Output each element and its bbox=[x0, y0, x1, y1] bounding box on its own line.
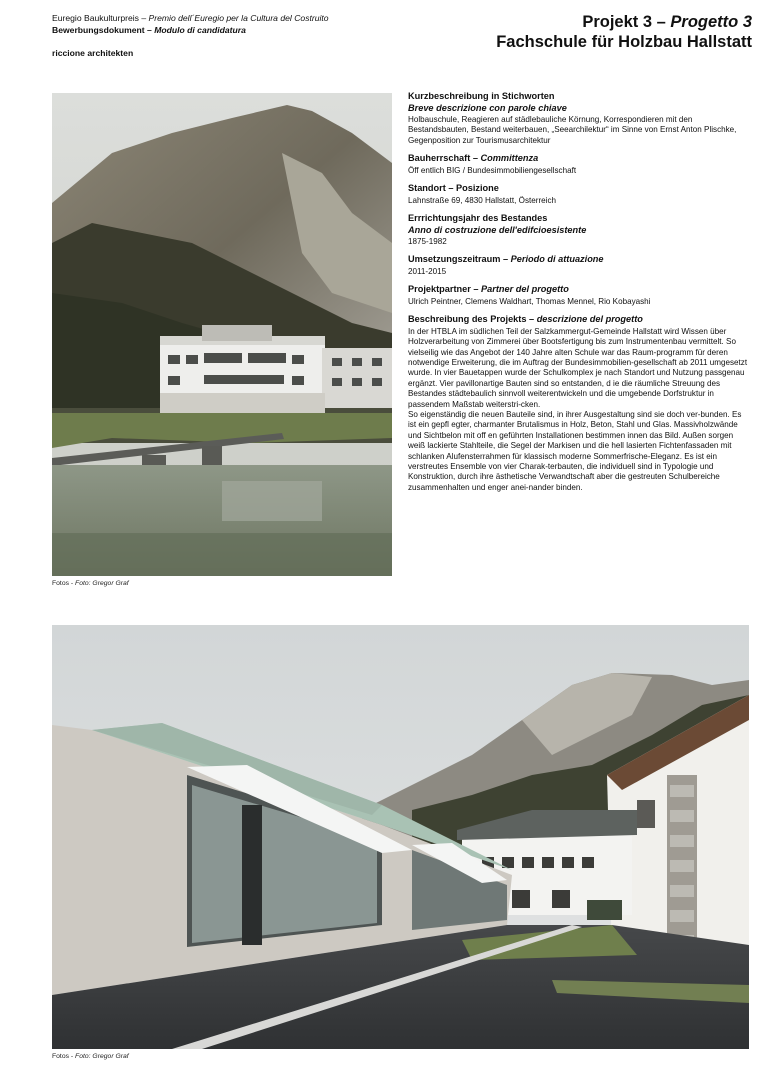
section-title: Umsetzungszeitraum – Periodo di attuazione bbox=[408, 254, 604, 265]
section-body: Lahnstraße 69, 4830 Hallstatt, Österreich bbox=[408, 195, 557, 205]
section-body: 2011-2015 bbox=[408, 266, 447, 276]
photo-school-lake-image bbox=[52, 93, 392, 576]
document-type-it: Modulo di candidatura bbox=[154, 24, 246, 35]
section-errichtungsjahr bbox=[408, 213, 748, 247]
section-projektpartner bbox=[408, 284, 748, 307]
section-body: Öff entlich BIG / Bundesimmobiliengesellschaft bbox=[408, 165, 577, 175]
photo-school-lake bbox=[52, 93, 392, 576]
section-subtitle: Anno di costruzione dell'edifcioesistente bbox=[408, 224, 587, 235]
section-bauherrschaft bbox=[408, 153, 748, 176]
section-title: Standort – Posizione bbox=[408, 183, 499, 194]
header-right bbox=[496, 12, 752, 52]
section-beschreibung bbox=[408, 314, 748, 493]
section-title: Errrichtungsjahr des Bestandes bbox=[408, 213, 548, 224]
competition-line: Euregio Baukulturpreis – Premio dell´Euregio per la Cultura del Costruito bbox=[52, 13, 329, 23]
document-type-de: Bewerbungsdokument bbox=[52, 24, 145, 35]
description-paragraph: So eigenständig die neuen Bauteile sind, in ihrer Ausgestaltung sind sie doch ver-bunden. Es ist ein gepfl egter, charmanter Brutalismus in Holz, Beton, Stahl und Glas. Massivholzwände und Sichtbelon mit off en geführten Installationen bestimmen innen das Bild. Außen sorgen weiß lackierte Stahlteile, die Segel der Markisen und die hell lasierten Fichtenfassaden mit schlanken Alufensterrahmen für klassisch moderne Sommerfrische-Eleganz. Es ist ein verstreutes Ensemble von vier Charak-terbauten, die individuell sind in Typologie und Konstruktion, durch ihre ästhetische Verwandtschaft aber die gestreuten Schulbereiche zusammenhalten und enger anei-nander binden. bbox=[408, 410, 742, 492]
section-subtitle: Breve descrizione con parole chiave bbox=[408, 102, 567, 113]
document-type-line: Bewerbungsdokument – Modulo di candidatura bbox=[52, 24, 246, 35]
competition-name-de: Euregio Baukulturpreis bbox=[52, 13, 139, 23]
section-title: Kurzbeschreibung in Stichworten bbox=[408, 91, 555, 101]
project-title: Fachschule für Holzbau Hallstatt bbox=[496, 33, 752, 51]
section-body: Ulrich Peintner, Clemens Waldhart, Thomas Mennel, Rio Kobayashi bbox=[408, 296, 651, 306]
section-title: Projektpartner – Partner del progetto bbox=[408, 284, 569, 295]
header-left bbox=[52, 13, 329, 60]
section-title: Bauherrschaft – Committenza bbox=[408, 153, 539, 164]
photo-pavilion-buildings-image bbox=[52, 625, 749, 1049]
project-info bbox=[408, 91, 748, 500]
photo-credit-1: Fotos - Foto: Gregor Graf bbox=[52, 580, 129, 587]
description-paragraph: In der HTBLA im südlichen Teil der Salzkammergut-Gemeinde Hallstatt wird Wissen über Holzverarbeitung von Zimmerei über Bootsfertigung bis zum Instrumentenbau vermittelt. So vielseilig wie das Angebot der 140 Jahre alten Schule war das Raum-programm für deren notwendige Erweiterung, die im Auftrag der Bundesimmobilien-gesellschaft ab 2011 umgesetzt wurde. In vier Bauetappen wurde der Schulkomplex je nach Standort und Nutzung passgenau ergänzt. Vier pavillonartige Bauten sind so entstanden, d ie die räumliche Streuung des Bestandes städtebaulich sinnvoll weiterentwickeln und die umgebende Dorfstruktur in passendem Maßstab weiterstri-cken. bbox=[408, 326, 748, 409]
section-body: Holbauschule, Reagieren auf städlebauliche Körnung, Korrespondieren mit den Bestandsbauten, Bestand weiterbauen, „Seearchilektur“ im Sinne von Ernst Anton Plischke, Gegenposition zur Tourismusarchitektur bbox=[408, 115, 737, 145]
section-umsetzungszeitraum bbox=[408, 254, 748, 277]
photo-pavilion-buildings bbox=[52, 625, 749, 1049]
section-standort bbox=[408, 183, 748, 206]
competition-name-it: Premio dell´Euregio per la Cultura del Costruito bbox=[148, 13, 329, 23]
architect-name: riccione architekten bbox=[52, 48, 134, 58]
section-body: 1875-1982 bbox=[408, 237, 447, 247]
section-title: Beschreibung des Projekts – descrizione del progetto bbox=[408, 314, 643, 325]
project-number: Projekt 3 – Progetto 3 bbox=[582, 13, 752, 31]
section-body bbox=[408, 327, 748, 494]
photo-credit-2: Fotos - Foto: Gregor Graf bbox=[52, 1053, 129, 1060]
section-kurzbeschreibung bbox=[408, 91, 748, 146]
